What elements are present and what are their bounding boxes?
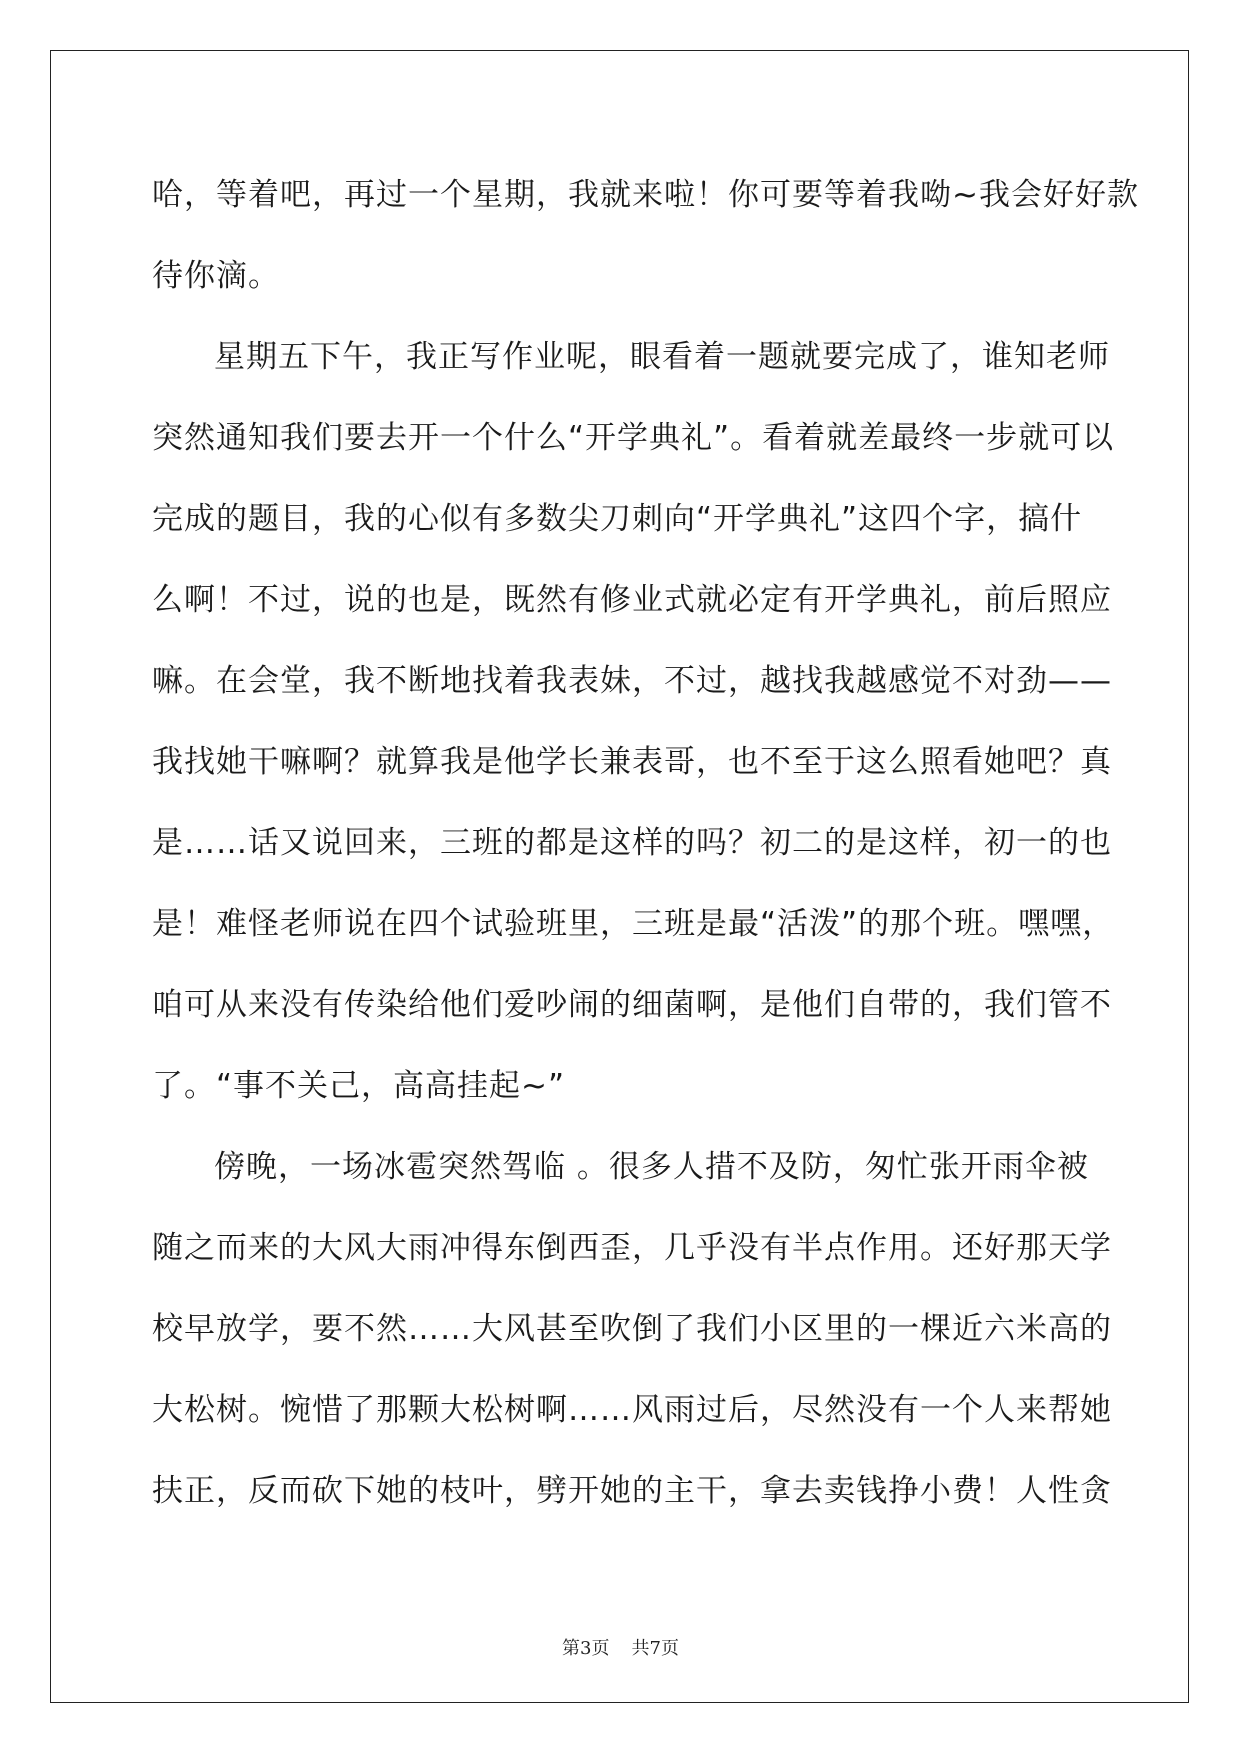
text-line: 扶正，反而砍下她的枝叶，劈开她的主干，拿去卖钱挣小费！人性贪 bbox=[152, 1473, 1112, 1509]
body-text bbox=[152, 160, 1139, 1537]
text-line: 完成的题目，我的心似有多数尖刀刺向“开学典礼”这四个字，搞什 bbox=[152, 501, 1083, 537]
text-line: 傍晚，一场冰雹突然驾临 。很多人措不及防，匆忙张开雨伞被 bbox=[214, 1149, 1089, 1185]
text-line: 随之而来的大风大雨冲得东倒西歪，几乎没有半点作用。还好那天学 bbox=[152, 1230, 1112, 1266]
text-line: 哈，等着吧，再过一个星期，我就来啦！你可要等着我呦~我会好好款 bbox=[152, 177, 1139, 213]
text-line: 校早放学，要不然……大风甚至吹倒了我们小区里的一棵近六米高的 bbox=[152, 1311, 1112, 1347]
text-line: 星期五下午，我正写作业呢，眼看着一题就要完成了，谁知老师 bbox=[214, 339, 1110, 375]
text-line: 是！难怪老师说在四个试验班里，三班是最“活泼”的那个班。嘿嘿， bbox=[152, 906, 1115, 942]
page-total: 共7页 bbox=[631, 1638, 679, 1659]
text-line: 嘛。在会堂，我不断地找着我表妹，不过，越找我越感觉不对劲—— bbox=[152, 663, 1112, 699]
text-line: 突然通知我们要去开一个什么“开学典礼”。看着就差最终一步就可以 bbox=[152, 420, 1115, 456]
text-line: 了。“事不关己，高高挂起~” bbox=[152, 1068, 566, 1104]
text-line: 是……话又说回来，三班的都是这样的吗？初二的是这样，初一的也 bbox=[152, 825, 1112, 861]
text-line: 咱可从来没有传染给他们爱吵闹的细菌啊，是他们自带的，我们管不 bbox=[152, 987, 1112, 1023]
text-line: 么啊！不过，说的也是，既然有修业式就必定有开学典礼，前后照应 bbox=[152, 582, 1112, 618]
text-line: 大松树。惋惜了那颗大松树啊……风雨过后，尽然没有一个人来帮她 bbox=[152, 1392, 1112, 1428]
text-line: 待你滴。 bbox=[152, 258, 280, 294]
page-footer bbox=[0, 1636, 1241, 1662]
text-line: 我找她干嘛啊？就算我是他学长兼表哥，也不至于这么照看她吧？真 bbox=[152, 744, 1112, 780]
page-number: 第3页 bbox=[562, 1638, 610, 1659]
